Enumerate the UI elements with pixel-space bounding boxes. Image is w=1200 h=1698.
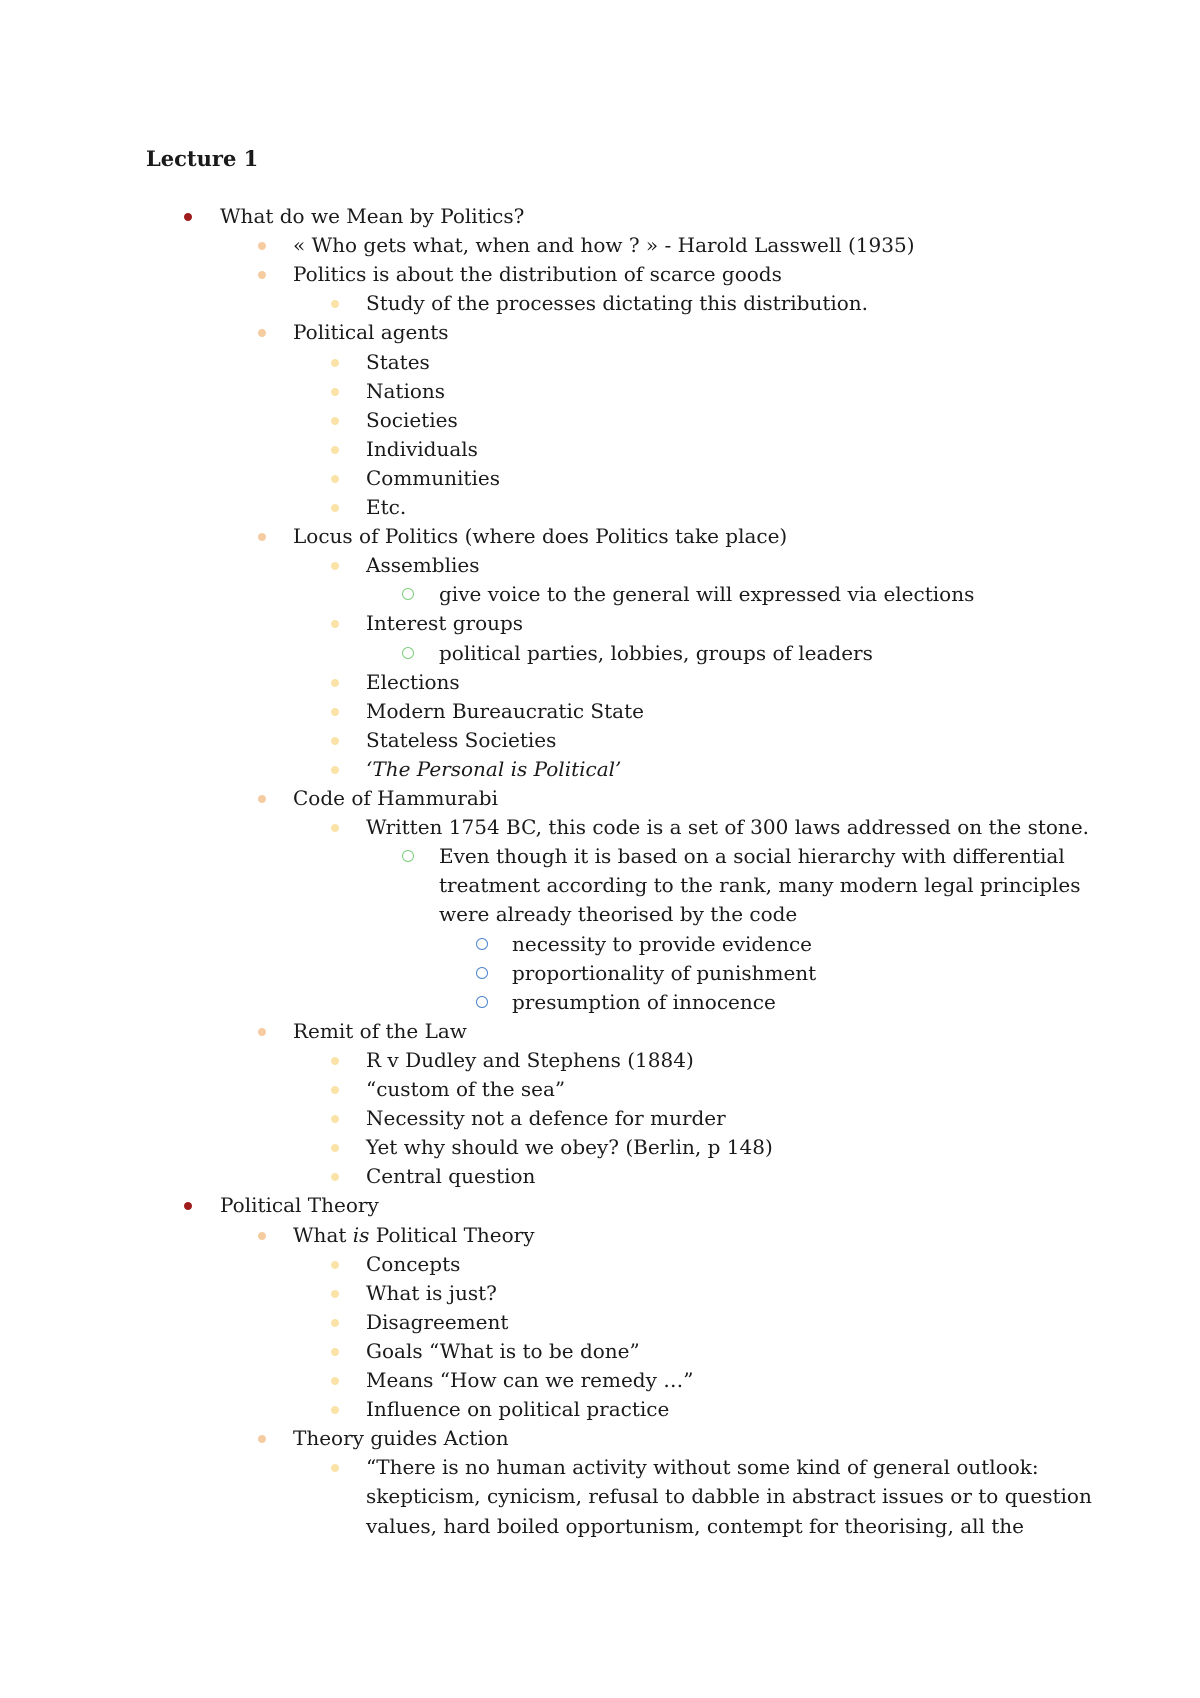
list-item-text: Locus of Politics (where does Politics take place) — [293, 524, 788, 549]
bullet-disc-icon — [331, 1319, 339, 1327]
bullet-disc-icon — [331, 300, 339, 308]
list-item-text: Societies — [366, 407, 458, 432]
list-item — [0, 377, 1200, 406]
bullet-disc-icon — [331, 504, 339, 512]
list-item-text: Theory guides Action — [293, 1426, 509, 1451]
list-item-text: Politics is about the distribution of scarce goods — [293, 262, 782, 287]
list-item-text: proportionality of punishment — [512, 960, 817, 985]
list-item — [0, 464, 1200, 493]
list-item — [0, 1017, 1200, 1046]
list-item-text: give voice to the general will expressed via elections — [439, 582, 975, 607]
list-item — [0, 1453, 1200, 1482]
bullet-disc-icon — [331, 1173, 339, 1181]
bullet-disc-icon — [331, 446, 339, 454]
list-item-text: Study of the processes dictating this distribution. — [366, 291, 869, 316]
bullet-disc-icon — [331, 1115, 339, 1123]
bullet-circle-icon — [402, 647, 414, 659]
bullet-disc-icon — [331, 359, 339, 367]
list-item-text: R v Dudley and Stephens (1884) — [366, 1047, 694, 1072]
list-item-text: Communities — [366, 465, 500, 490]
bullet-disc-icon — [258, 795, 266, 803]
list-item — [0, 1279, 1200, 1308]
list-item-text: Interest groups — [366, 611, 524, 636]
list-item-text: necessity to provide evidence — [512, 931, 812, 956]
list-item — [0, 348, 1200, 377]
list-item — [0, 609, 1200, 638]
bullet-disc-icon — [331, 1406, 339, 1414]
bullet-circle-icon — [476, 996, 488, 1008]
bullet-circle-icon — [476, 967, 488, 979]
list-item-text: Elections — [366, 669, 460, 694]
list-item — [0, 202, 1200, 231]
list-item — [0, 668, 1200, 697]
bullet-disc-icon — [331, 1464, 339, 1472]
list-item — [0, 1395, 1200, 1424]
list-item-text: Stateless Societies — [366, 727, 557, 752]
list-item — [0, 231, 1200, 260]
bullet-disc-icon — [331, 562, 339, 570]
bullet-disc-icon — [331, 475, 339, 483]
list-item — [0, 755, 1200, 784]
bullet-disc-icon — [258, 271, 266, 279]
bullet-disc-icon — [184, 213, 192, 221]
bullet-circle-icon — [476, 938, 488, 950]
bullet-disc-icon — [331, 766, 339, 774]
list-item — [0, 1104, 1200, 1133]
list-item-text: Assemblies — [366, 553, 480, 578]
list-item-text: Individuals — [366, 436, 478, 461]
bullet-disc-icon — [331, 1144, 339, 1152]
bullet-disc-icon — [331, 620, 339, 628]
list-item — [0, 959, 1200, 988]
list-item-text: Central question — [366, 1164, 536, 1189]
list-item — [0, 318, 1200, 347]
list-item-text: Concepts — [366, 1251, 461, 1276]
list-item-text: treatment according to the rank, many modern legal principles — [439, 873, 1081, 898]
list-item-text: States — [366, 349, 430, 374]
list-item-text: What do we Mean by Politics? — [220, 204, 525, 228]
list-item-text: Even though it is based on a social hierarchy with differential — [439, 844, 1065, 869]
list-item-text: “There is no human activity without some kind of general outlook: — [366, 1455, 1039, 1480]
list-item-text: values, hard boiled opportunism, contempt for theorising, all the — [366, 1513, 1025, 1538]
list-item — [0, 493, 1200, 522]
list-item — [0, 551, 1200, 580]
list-item-text: Nations — [366, 378, 446, 403]
list-item-text: Code of Hammurabi — [293, 786, 498, 810]
list-item-text: Etc. — [366, 495, 407, 519]
text-segment: is — [352, 1222, 370, 1247]
list-item-text: What is just? — [366, 1280, 497, 1305]
list-item — [0, 871, 1200, 900]
list-item — [0, 697, 1200, 726]
list-item-text: skepticism, cynicism, refusal to dabble in abstract issues or to question — [366, 1484, 1092, 1509]
bullet-disc-icon — [258, 242, 266, 250]
bullet-disc-icon — [331, 737, 339, 745]
text-segment: Political Theory — [369, 1222, 535, 1247]
list-item-text: Necessity not a defence for murder — [366, 1106, 726, 1131]
bullet-disc-icon — [331, 1086, 339, 1094]
list-item — [0, 988, 1200, 1017]
list-item-text — [293, 1221, 535, 1250]
list-item-text: Disagreement — [366, 1309, 509, 1334]
list-item — [0, 260, 1200, 289]
list-item — [0, 580, 1200, 609]
bullet-disc-icon — [258, 1232, 266, 1240]
list-item-text: Yet why should we obey? (Berlin, p 148) — [366, 1135, 773, 1160]
list-item — [0, 784, 1200, 813]
list-item — [0, 522, 1200, 551]
list-item-text: Means “How can we remedy …” — [366, 1368, 694, 1392]
list-item — [0, 842, 1200, 871]
list-item — [0, 1308, 1200, 1337]
list-item-text: presumption of innocence — [512, 989, 776, 1014]
bullet-disc-icon — [184, 1202, 192, 1210]
list-item-text: were already theorised by the code — [439, 902, 798, 927]
bullet-disc-icon — [331, 1377, 339, 1385]
bullet-disc-icon — [331, 1057, 339, 1065]
list-item — [0, 726, 1200, 755]
bullet-disc-icon — [331, 417, 339, 425]
list-item-text: Political Theory — [220, 1193, 379, 1218]
list-item — [0, 1191, 1200, 1220]
list-item — [0, 435, 1200, 464]
list-item — [0, 930, 1200, 959]
list-item-text: Remit of the Law — [293, 1018, 467, 1043]
bullet-circle-icon — [402, 850, 414, 862]
list-item-text: Goals “What is to be done” — [366, 1338, 640, 1363]
list-item — [0, 1046, 1200, 1075]
list-item — [0, 406, 1200, 435]
list-item — [0, 1133, 1200, 1162]
bullet-disc-icon — [258, 1028, 266, 1036]
list-item-text: « Who gets what, when and how ? » - Harold Lasswell (1935) — [293, 233, 915, 258]
list-item — [0, 813, 1200, 842]
list-item-text: political parties, lobbies, groups of leaders — [439, 640, 873, 665]
list-item-text: Influence on political practice — [366, 1397, 670, 1422]
list-item-text: ‘The Personal is Political’ — [366, 756, 622, 781]
bullet-disc-icon — [331, 679, 339, 687]
list-item — [0, 1250, 1200, 1279]
list-item — [0, 1221, 1200, 1250]
list-item — [0, 900, 1200, 929]
bullet-disc-icon — [331, 388, 339, 396]
bullet-disc-icon — [331, 1290, 339, 1298]
list-item — [0, 1424, 1200, 1453]
list-item — [0, 289, 1200, 318]
text-segment: What — [293, 1222, 353, 1247]
list-item-text: Modern Bureaucratic State — [366, 698, 644, 723]
list-item — [0, 1162, 1200, 1191]
list-item — [0, 1075, 1200, 1104]
list-item-text: Political agents — [293, 320, 449, 345]
bullet-disc-icon — [331, 1348, 339, 1356]
bullet-disc-icon — [258, 533, 266, 541]
bullet-circle-icon — [402, 588, 414, 600]
bullet-disc-icon — [331, 1261, 339, 1269]
list-item — [0, 639, 1200, 668]
list-item — [0, 1482, 1200, 1511]
page-title: Lecture 1 — [146, 146, 259, 171]
list-item — [0, 1366, 1200, 1395]
list-item-text: Written 1754 BC, this code is a set of 300 laws addressed on the stone. — [366, 815, 1090, 840]
bullet-disc-icon — [258, 329, 266, 337]
list-item-text: “custom of the sea” — [366, 1077, 566, 1101]
list-item — [0, 1337, 1200, 1366]
list-item — [0, 1512, 1200, 1541]
bullet-disc-icon — [258, 1435, 266, 1443]
bullet-disc-icon — [331, 708, 339, 716]
bullet-disc-icon — [331, 824, 339, 832]
